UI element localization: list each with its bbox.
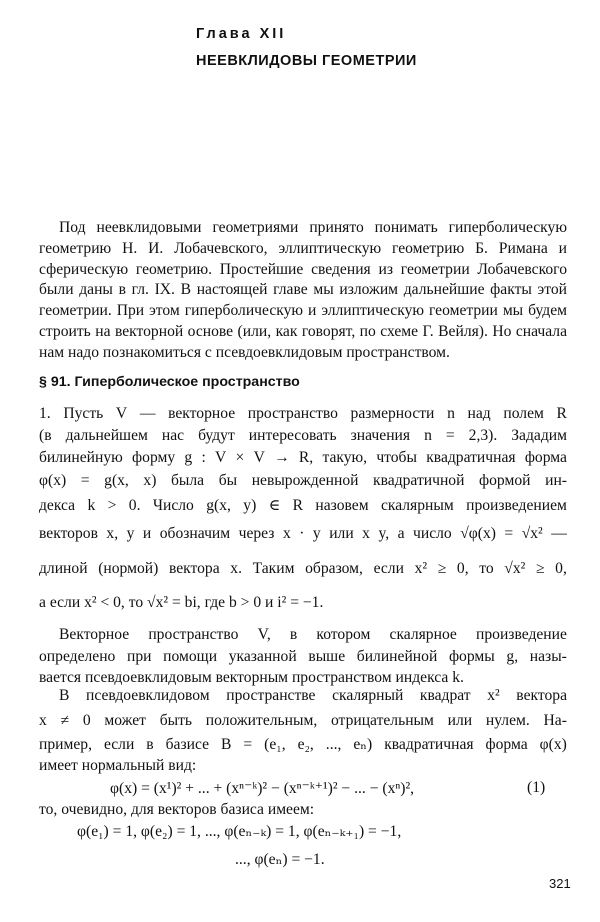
word: бы [218,472,238,489]
word: длиной [39,560,88,577]
word: котором [316,626,371,643]
word: определено [39,648,116,665]
word: декса [39,497,76,514]
word: образом, [305,560,363,577]
word: нулем. [485,712,530,729]
word: невырожденной [251,472,359,489]
word: ∈ [268,497,281,514]
word: На- [543,712,567,729]
word: → [274,449,290,466]
word: назовем [315,497,369,514]
word: в [146,736,154,753]
word: eₙ) [353,736,373,753]
word: была [170,472,205,489]
word: x. [230,560,242,577]
word: y [312,525,321,542]
word: квадрат [419,687,471,704]
word: размерности [350,405,435,422]
text-line: имеет нормальный вид: [39,757,197,774]
word: интересовать [248,427,337,444]
word: выше [308,648,346,665]
word: может [104,712,146,729]
word: √x² [521,525,543,542]
word: 0. [128,497,141,514]
word: V, [257,626,271,643]
word: нас [161,427,185,444]
word: > [107,497,117,514]
word: и [142,525,152,542]
word: Зададим [511,427,567,444]
word: значения [350,427,411,444]
word: · [299,525,305,542]
word: пространство [148,626,239,643]
word: назы- [529,648,567,665]
word: скалярное [389,626,457,643]
word: ≥ [535,560,545,577]
text-line [39,525,567,543]
word: вектора [168,560,220,577]
word: x [362,525,370,542]
word: квадратичная [426,449,516,466]
word: будут [198,427,235,444]
word: над [467,405,491,422]
word: произведением [466,497,567,514]
word: (нормой) [98,560,159,577]
equation-number: (1) [527,779,546,796]
word: форма [524,449,567,466]
chapter-title: НЕЕВКЛИДОВЫ ГЕОМЕТРИИ [196,53,417,69]
formula-line: φ(e₁) = 1, φ(e₂) = 1, ..., φ(eₙ₋ₖ) = 1, φ(eₙ₋ₖ₊₁) = −1, [77,823,402,840]
word: 1. [39,405,51,422]
text-line [39,496,567,515]
text-line [39,405,567,423]
formula-line: φ(x) = (x¹)² + ... + (xⁿ⁻ᵏ)² − (xⁿ⁻ᵏ⁺¹)² − ... − (xⁿ)², [110,780,415,797]
word: Число [152,497,194,514]
word: V [115,405,128,422]
word: если [373,560,404,577]
word: R, [298,449,314,466]
word: быть [159,712,193,729]
word: V [253,449,265,466]
word: или [447,712,473,729]
word: формой [479,472,531,489]
word: такую, [322,449,368,466]
word: φ(x) [39,472,67,489]
word: векторное [168,405,236,422]
text-line [39,472,567,490]
word: базисе [165,736,210,753]
word: Пусть [63,405,104,422]
word: ..., [325,736,342,753]
word: g [184,449,193,466]
word: ≥ [437,560,447,577]
text-line: а если x² < 0, то √x² = bi, где b > 0 и i² = −1. [39,594,324,611]
word: скалярный [332,687,404,704]
text-line: то, очевидно, для векторов базиса имеем: [39,801,315,818]
word: x² [487,687,500,704]
word: В [59,687,70,704]
word: g(x, [104,472,129,489]
word: n [424,427,432,444]
word: (в [39,427,52,444]
word: e₂, [297,736,314,753]
text-line [39,648,567,666]
word: n [447,405,455,422]
word: квадратичной [373,472,465,489]
word: × [235,449,245,466]
text-line [39,735,567,754]
text-line [59,626,567,644]
word: 0, [555,560,567,577]
word: если [103,736,135,753]
word: k [87,497,96,514]
word: y) [243,497,257,514]
word: дальнейшем [65,427,148,444]
word: x [282,525,291,542]
text-line [39,712,567,730]
word: y [126,525,135,542]
word: (e₁, [264,736,286,753]
text-line [59,687,567,705]
text-line [39,560,567,578]
word: то [479,560,494,577]
word: пространстве [226,687,316,704]
word: в [289,626,298,643]
word: отрицательным [330,712,434,729]
word: = [80,472,90,489]
word: x² [414,560,428,577]
word: формы [448,648,495,665]
word: пространство [247,405,338,422]
word: число [413,525,452,542]
text-line: вается псевдоевклидовым векторным пространством индекса k. [39,669,464,686]
word: B [221,736,232,753]
formula-line: ..., φ(eₙ) = −1. [235,851,325,868]
word: через [238,525,275,542]
word: при [127,648,152,665]
word: — [139,405,156,422]
word: векторов [39,525,98,542]
word: псевдоевклидовом [86,687,210,704]
word: квадратичная [384,736,474,753]
word: пример, [39,736,92,753]
word: R [292,497,303,514]
word: чтобы [376,449,417,466]
text-line [39,427,567,445]
word: Таким [252,560,295,577]
word: обозначим [159,525,231,542]
section-title: § 91. Гиперболическое пространство [39,374,300,390]
word: g, [506,648,519,665]
word: 0, [456,560,469,577]
word: форма [485,736,528,753]
word: билинейную [39,449,123,466]
text-line [39,449,567,467]
word: V [215,449,227,466]
word: φ(x) [539,736,567,753]
word: Векторное [59,626,130,643]
word: x) [143,472,157,489]
word: или [329,525,354,542]
word: полем [503,405,544,422]
word: ≠ [60,712,70,729]
word: скалярным [380,497,454,514]
word: R [556,405,567,422]
intro-paragraph: Под неевклидовыми геометриями принято понимать гиперболическую геометрию Н. И. Лобачевского, эллиптическую геометрию Б. Римана и сферическую геометрию. Простейшие сведения из геометрии Лобачевского были даны в гл. IX. В настоящей главе мы изложим дальнейшие факты этой геометрии. При этом гиперболическую и эллиптическую геометрии мы будем строить на векторной основе (или, как говорят, по схеме Г. Вейля). Но сначала нам надо познакомиться с псевдоевклидовым пространством. [39,219,567,361]
word: √x² [504,560,526,577]
word: ин- [545,472,567,489]
word: 0 [82,712,91,729]
word: указанной [228,648,297,665]
word: 2,3). [468,427,498,444]
word: положительным, [205,712,318,729]
word: форму [132,449,176,466]
word: произведение [476,626,567,643]
chapter-label: Глава XII [196,26,287,42]
word: y, [378,525,390,542]
word: помощи [163,648,218,665]
word: вектора [516,687,567,704]
word: x [39,712,47,729]
word: = [445,427,455,444]
word: билинейной [356,648,438,665]
word: = [243,736,253,753]
word: = [504,525,514,542]
word: √φ(x) [460,525,496,542]
word: x, [106,525,119,542]
page-number: 321 [549,876,571,891]
word: а [397,525,405,542]
word: g(x, [206,497,231,514]
word: — [551,525,567,542]
word: : [201,449,206,466]
